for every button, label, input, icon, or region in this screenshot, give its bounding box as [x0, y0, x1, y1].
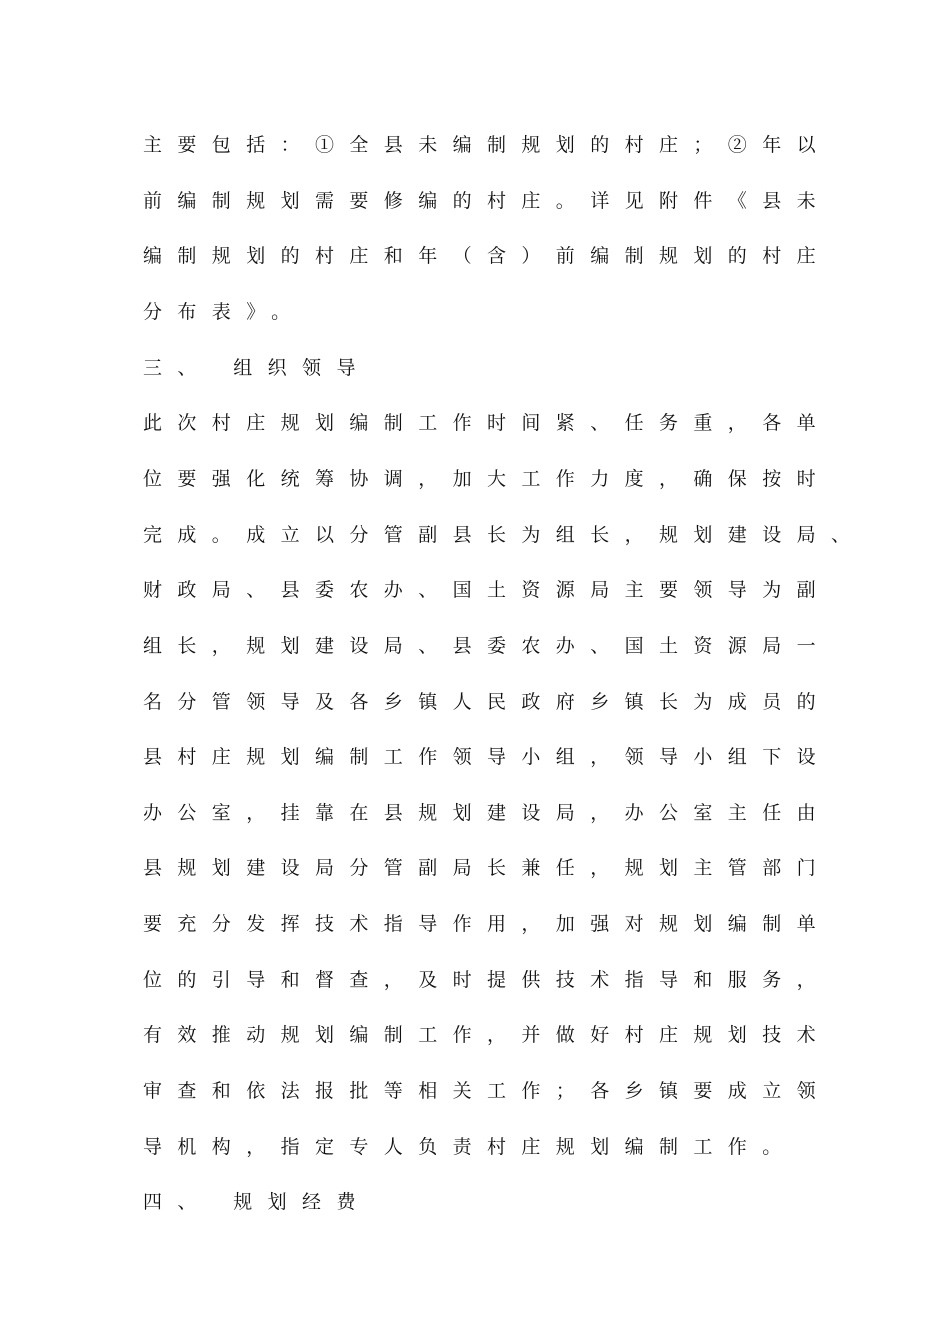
text-line: 主要包括：①全县未编制规划的村庄；②年以 — [143, 134, 832, 156]
section-heading: 三、 组织领导 — [143, 357, 371, 379]
text-line: 位的引导和督查，及时提供技术指导和服务， — [143, 969, 832, 991]
text-line: 办公室，挂靠在县规划建设局，办公室主任由 — [143, 802, 832, 824]
text-line: 导机构，指定专人负责村庄规划编制工作。 — [143, 1136, 797, 1158]
text-line: 组长，规划建设局、县委农办、国土资源局一 — [143, 635, 832, 657]
text-line: 县规划建设局分管副局长兼任，规划主管部门 — [143, 857, 832, 879]
text-line: 位要强化统筹协调，加大工作力度，确保按时 — [143, 468, 832, 490]
text-line: 名分管领导及各乡镇人民政府乡镇长为成员的 — [143, 691, 832, 713]
text-line: 有效推动规划编制工作，并做好村庄规划技术 — [143, 1024, 832, 1046]
text-line: 前编制规划需要修编的村庄。详见附件《县未 — [143, 190, 832, 212]
text-line: 完成。成立以分管副县长为组长，规划建设局、 — [143, 524, 866, 546]
text-line: 财政局、县委农办、国土资源局主要领导为副 — [143, 579, 832, 601]
section-heading: 四、 规划经费 — [143, 1191, 371, 1213]
text-line: 编制规划的村庄和年（含）前编制规划的村庄 — [143, 245, 832, 267]
text-line: 此次村庄规划编制工作时间紧、任务重，各单 — [143, 412, 832, 434]
text-line: 分布表》。 — [143, 301, 306, 323]
text-line: 审查和依法报批等相关工作；各乡镇要成立领 — [143, 1080, 832, 1102]
text-line: 县村庄规划编制工作领导小组，领导小组下设 — [143, 746, 832, 768]
text-line: 要充分发挥技术指导作用，加强对规划编制单 — [143, 913, 832, 935]
